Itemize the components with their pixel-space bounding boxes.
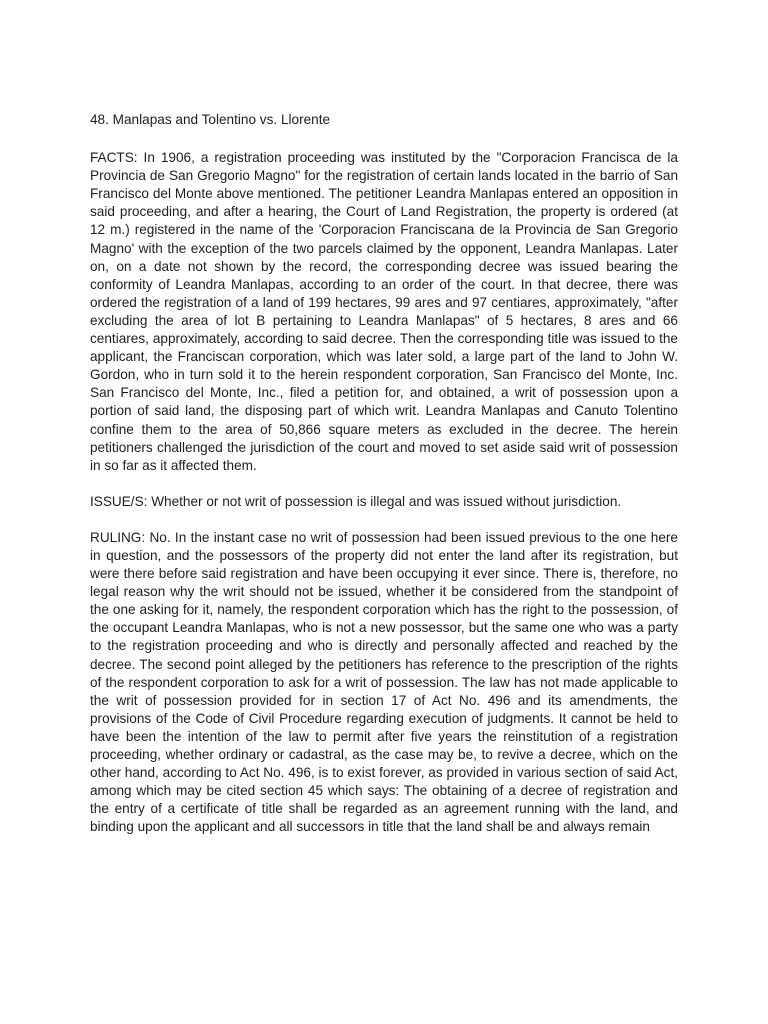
case-title: 48. Manlapas and Tolentino vs. Llorente: [90, 112, 331, 127]
document-page: [90, 111, 678, 854]
issue-paragraph: ISSUE/S: Whether or not writ of possession is illegal and was issued without jurisdiction.: [90, 493, 622, 509]
ruling-paragraph: RULING: No. In the instant case no writ of possession had been issued previous to the one here in question, and the possessors of the property did not enter the land after its registration, but were there before said registration and have been occupying it ever since. There is, therefore, no legal reason why the writ should not be issued, whether it be considered from the standpoint of the one asking for it, namely, the respondent corporation which has the right to the possession, of the occupant Leandra Manlapas, who is not a new possessor, but the same one who was a party to the registration proceeding and who is directly and personally affected and reached by the decree. The second point alleged by the petitioners has reference to the prescription of the rights of the respondent corporation to ask for a writ of possession. The law has not made applicable to the writ of possession provided for in section 17 of Act No. 496 and its amendments, the provisions of the Code of Civil Procedure regarding execution of judgments. It cannot be held to have been the intention of the law to permit after five years the reinstitution of a registration proceeding, whether ordinary or cadastral, as the case may be, to revive a decree, which on the other hand, according to Act No. 496, is to exist forever, as provided in various section of said Act, among which may be cited section 45 which says: The obtaining of a decree of registration and the entry of a certificate of title shall be regarded as an agreement running with the land, and binding upon the applicant and all successors in title that the land shall be and always remain: [90, 529, 678, 835]
facts-paragraph: FACTS: In 1906, a registration proceeding was instituted by the "Corporacion Francisca de la Provincia de San Gregorio Magno" for the registration of certain lands located in the barrio of San Francisco del Monte above mentioned. The petitioner Leandra Manlapas entered an opposition in said proceeding, and after a hearing, the Court of Land Registration, the property is ordered (at 12 m.) registered in the name of the 'Corporacion Franciscana de la Provincia de San Gregorio Magno' with the exception of the two parcels claimed by the opponent, Leandra Manlapas. Later on, on a date not shown by the record, the corresponding decree was issued bearing the conformity of Leandra Manlapas, according to an order of the court. In that decree, there was ordered the registration of a land of 199 hectares, 99 ares and 97 centiares, approximately, "after excluding the area of lot B pertaining to Leandra Manlapas" of 5 hectares, 8 ares and 66 centiares, approximately, according to said decree. Then the corresponding title was issued to the applicant, the Franciscan corporation, which was later sold, a large part of the land to John W. Gordon, who in turn sold it to the herein respondent corporation, San Francisco del Monte, Inc. San Francisco del Monte, Inc., filed a petition for, and obtained, a writ of possession upon a portion of said land, the disposing part of which writ. Leandra Manlapas and Canuto Tolentino confine them to the area of 50,866 square meters as excluded in the decree. The herein petitioners challenged the jurisdiction of the court and moved to set aside said writ of possession in so far as it affected them.: [90, 150, 678, 473]
